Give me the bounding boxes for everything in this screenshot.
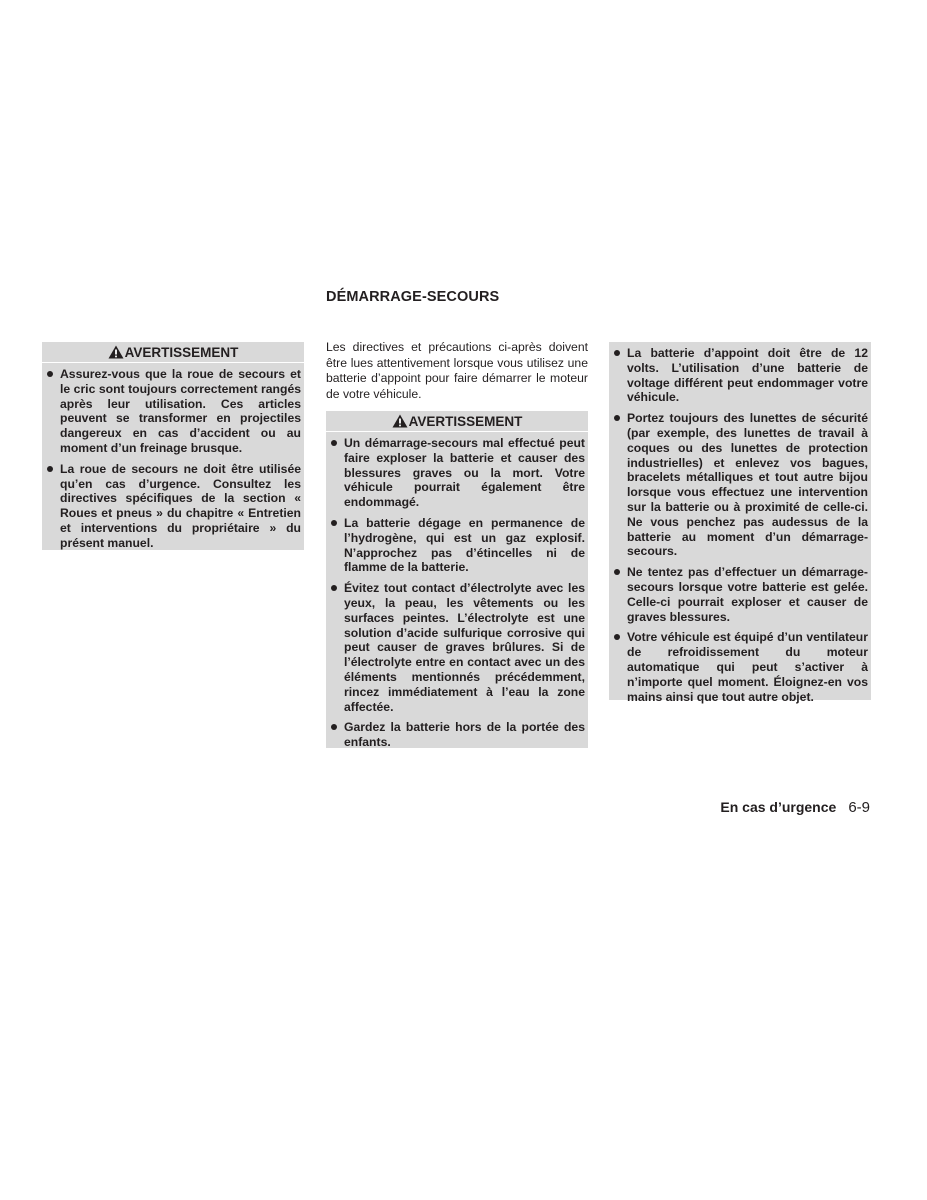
- warning-item: Un démarrage-secours mal effectué peut faire exploser la batterie et causer des blessures graves ou la mort. Votre véhicule pourrait également être endommagé.: [329, 436, 585, 510]
- warning-header: [326, 411, 588, 432]
- warning-item: Portez toujours des lunettes de sécurité (par exemple, des lunettes de travail à coques ou des lunettes de protection industrielles) et enlevez vos bagues, bracelets métalliques et tout autre bijou lorsque vous effectuez une intervention sur la batterie ou à proximité de celle-ci. Ne vous penchez pas audessus de la batterie au moment d’un démarrage-secours.: [612, 411, 868, 559]
- warning-item: Assurez-vous que la roue de secours et le cric sont toujours correctement rangés après leur utilisation. Ces articles peuvent se transformer en projectiles dangereux en cas d’accident ou au moment d’un freinage brusque.: [45, 367, 301, 456]
- warning-item: La roue de secours ne doit être utilisée qu’en cas d’urgence. Consultez les directives spécifiques de la section « Roues et pneus » du chapitre « Entretien et interventions du propriétaire » du présent manuel.: [45, 462, 301, 551]
- bullet-icon: [331, 520, 337, 526]
- warning-item: Ne tentez pas d’effectuer un démarrage-secours lorsque votre batterie est gelée. Celle-ci pourrait exploser et causer de graves blessures.: [612, 565, 868, 624]
- bullet-icon: [614, 634, 620, 640]
- warning-box-middle: [326, 411, 588, 748]
- warning-triangle-icon: [108, 345, 124, 359]
- bullet-icon: [331, 440, 337, 446]
- warning-item: Gardez la batterie hors de la portée des enfants.: [329, 720, 585, 750]
- warning-item: La batterie d’appoint doit être de 12 volts. L’utilisation d’une batterie de voltage différent peut endommager votre véhicule.: [612, 346, 868, 405]
- section-title: DÉMARRAGE-SECOURS: [326, 289, 500, 305]
- bullet-icon: [614, 415, 620, 421]
- chapter-name: En cas d’urgence: [720, 799, 837, 815]
- warning-box-left: [42, 342, 304, 550]
- warning-list: [329, 436, 585, 750]
- bullet-icon: [331, 724, 337, 730]
- bullet-icon: [614, 569, 620, 575]
- warning-label: AVERTISSEMENT: [408, 413, 523, 429]
- warning-item: Évitez tout contact d’électrolyte avec les yeux, la peau, les vêtements ou les surfaces peintes. L’électrolyte est une solution d’acide sulfurique corrosive qui peut causer de graves brûlures. Si de l’électrolyte entre en contact avec un des éléments mentionnés précédemment, rincez immédiatement à l’eau la zone affectée.: [329, 581, 585, 714]
- page-number: 6-9: [848, 799, 870, 816]
- warning-box-right: [609, 342, 871, 704]
- warning-list: [612, 346, 868, 704]
- warning-item: Votre véhicule est équipé d’un ventilateur de refroidissement du moteur automatique qui peut s’activer à n’importe quel moment. Éloignez-en vos mains ainsi que tout autre objet.: [612, 630, 868, 704]
- warning-list: [45, 367, 301, 551]
- warning-item: La batterie dégage en permanence de l’hydrogène, qui est un gaz explosif. N’approchez pas d’étincelles ni de flamme de la batterie.: [329, 516, 585, 575]
- warning-triangle-icon: [392, 414, 408, 428]
- bullet-icon: [47, 466, 53, 472]
- intro-paragraph: Les directives et précautions ci-après doivent être lues attentivement lorsque vous utilisez une batterie d’appoint pour faire démarrer le moteur de votre véhicule.: [326, 340, 588, 401]
- bullet-icon: [614, 350, 620, 356]
- bullet-icon: [47, 371, 53, 377]
- bullet-icon: [331, 585, 337, 591]
- warning-header: [42, 342, 304, 363]
- warning-label: AVERTISSEMENT: [124, 344, 239, 360]
- page-footer: [720, 799, 870, 816]
